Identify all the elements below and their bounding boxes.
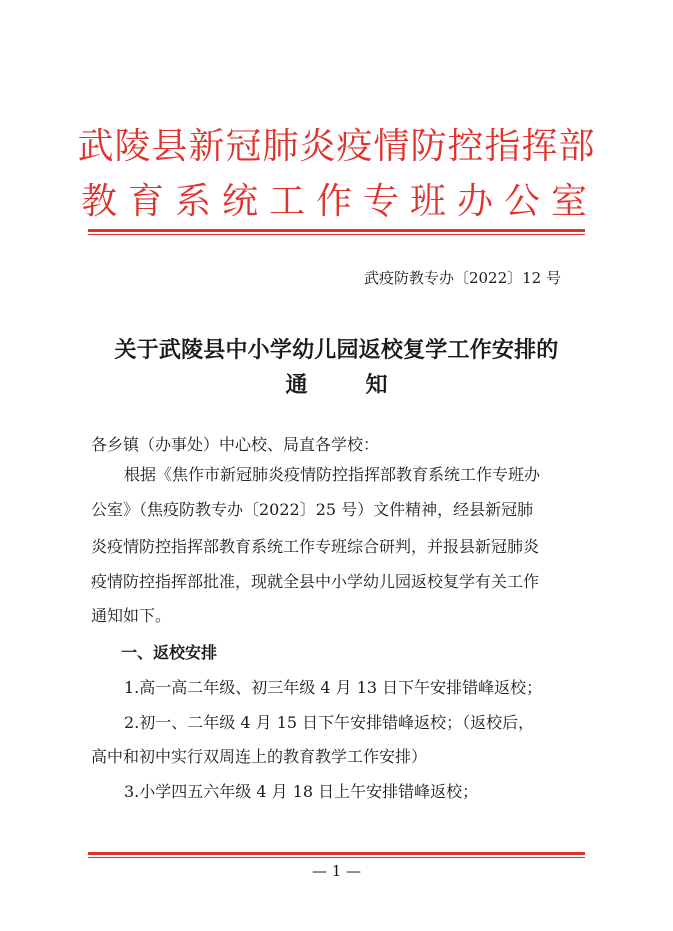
- footer-red-rule-thick: [88, 852, 585, 855]
- paragraph1-line4: 疫情防控指挥部批准，现就全县中小学幼儿园返校复学有关工作: [91, 572, 540, 591]
- title-char-tong: 通: [285, 372, 308, 398]
- document-title-line2: [0, 370, 673, 400]
- paragraph1-line1: 根据《焦作市新冠肺炎疫情防控指挥部教育系统工作专班办: [124, 465, 541, 484]
- paragraph1-line2: 公室》（焦疫防教专办〔2022〕25 号）文件精神，经县新冠肺: [91, 500, 534, 519]
- header-red-rule-thin: [88, 234, 585, 235]
- document-number: 武疫防教专办〔2022〕12 号: [363, 269, 561, 287]
- header-red-rule-thick: [88, 229, 585, 232]
- paragraph1-line3: 炎疫情防控指挥部教育系统工作专班综合研判，并报县新冠肺炎: [91, 537, 540, 556]
- paragraph1-line5: 通知如下。: [91, 606, 172, 625]
- issuer-header-line2: 教育系统工作专班办公室: [80, 181, 598, 222]
- salutation: 各乡镇（办事处）中心校、局直各学校：: [91, 435, 380, 454]
- title-char-zhi: 知: [365, 372, 388, 398]
- list-item-2-line2: 高中和初中实行双周连上的教育教学工作安排）: [91, 747, 428, 766]
- page-number: — 1 —: [311, 862, 362, 880]
- list-item-3: 3.小学四五六年级 4 月 18 日上午安排错峰返校；: [124, 782, 479, 801]
- list-item-1: 1.高一高二年级、初三年级 4 月 13 日下午安排错峰返校；: [124, 678, 543, 697]
- list-item-2-line1: 2.初一、二年级 4 月 15 日下午安排错峰返校；（返校后，: [124, 713, 535, 732]
- footer-red-rule-thin: [88, 857, 585, 858]
- document-title-line1: 关于武陵县中小学幼儿园返校复学工作安排的: [114, 337, 559, 363]
- section1-heading: 一、返校安排: [121, 643, 218, 662]
- issuer-header-line1: 武陵县新冠肺炎疫情防控指挥部: [77, 126, 596, 167]
